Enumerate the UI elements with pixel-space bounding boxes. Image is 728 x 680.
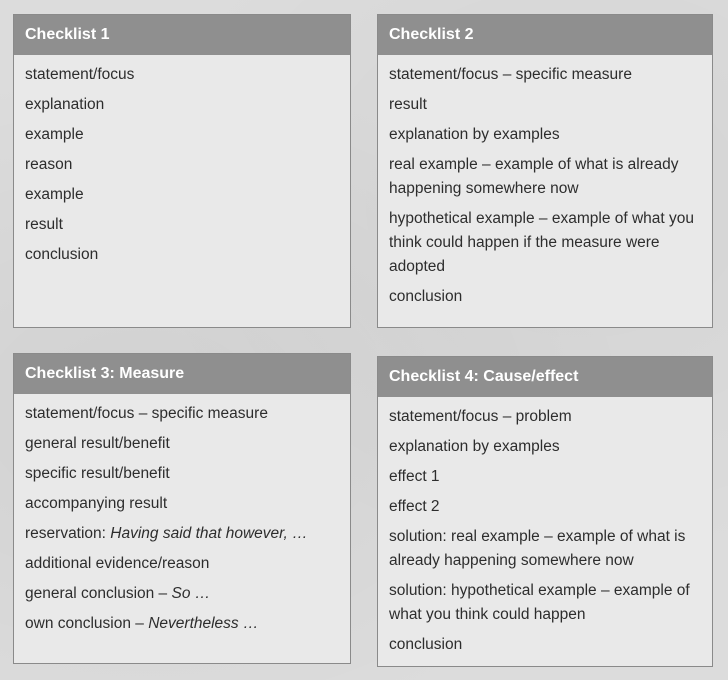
checklist-item: conclusion bbox=[389, 288, 463, 305]
checklist-item: general result/benefit bbox=[25, 435, 170, 452]
checklist-item: effect 2 bbox=[389, 498, 440, 515]
checklist-item: explanation by examples bbox=[389, 438, 560, 455]
checklist-item-example-phrase: Nevertheless … bbox=[148, 615, 259, 632]
checklist-2-box bbox=[377, 14, 713, 328]
checklist-1-title: Checklist 1 bbox=[14, 15, 350, 55]
checklist-item bbox=[25, 522, 340, 552]
checklist-item-example-phrase: Having said that however, … bbox=[110, 525, 308, 542]
checklist-item: example bbox=[25, 186, 84, 203]
checklist-item: explanation by examples bbox=[389, 126, 560, 143]
checklist-item-example-phrase: So … bbox=[171, 585, 211, 602]
checklist-item: solution: hypothetical example – example of what you think could happen bbox=[389, 582, 690, 623]
checklist-item: conclusion bbox=[389, 636, 463, 653]
checklist-4-items bbox=[378, 397, 712, 669]
checklist-item: accompanying result bbox=[25, 495, 168, 512]
checklist-item: real example – example of what is already happening somewhere now bbox=[389, 156, 679, 197]
checklist-item: conclusion bbox=[25, 246, 99, 263]
checklist-item-label: own conclusion – bbox=[25, 615, 149, 632]
checklist-item bbox=[25, 612, 340, 642]
checklist-item: additional evidence/reason bbox=[25, 555, 210, 572]
checklist-item: specific result/benefit bbox=[25, 465, 170, 482]
checklist-item: result bbox=[389, 96, 427, 113]
checklist-item: hypothetical example – example of what you think could happen if the measure were adopted bbox=[389, 210, 695, 275]
checklist-3-box bbox=[13, 353, 351, 664]
checklist-1-items bbox=[14, 55, 350, 279]
checklist-item: explanation bbox=[25, 96, 105, 113]
checklist-item: statement/focus bbox=[25, 66, 135, 83]
checklist-2-title: Checklist 2 bbox=[378, 15, 712, 55]
checklist-item bbox=[25, 582, 340, 612]
checklist-4-box bbox=[377, 356, 713, 667]
checklist-item: statement/focus – specific measure bbox=[389, 66, 632, 83]
checklist-item: example bbox=[25, 126, 84, 143]
checklist-3-title: Checklist 3: Measure bbox=[14, 354, 350, 394]
checklist-4-title: Checklist 4: Cause/effect bbox=[378, 357, 712, 397]
checklist-item: result bbox=[25, 216, 63, 233]
checklist-item-label: reservation: bbox=[25, 525, 111, 542]
checklist-item-label: general conclusion – bbox=[25, 585, 172, 602]
checklist-2-items bbox=[378, 55, 712, 321]
checklist-item: solution: real example – example of what is already happening somewhere now bbox=[389, 528, 686, 569]
checklist-item: effect 1 bbox=[389, 468, 440, 485]
checklist-item: statement/focus – specific measure bbox=[25, 405, 268, 422]
checklist-item: reason bbox=[25, 156, 73, 173]
checklist-item: statement/focus – problem bbox=[389, 408, 572, 425]
checklist-1-box bbox=[13, 14, 351, 328]
checklist-3-items bbox=[14, 394, 350, 648]
